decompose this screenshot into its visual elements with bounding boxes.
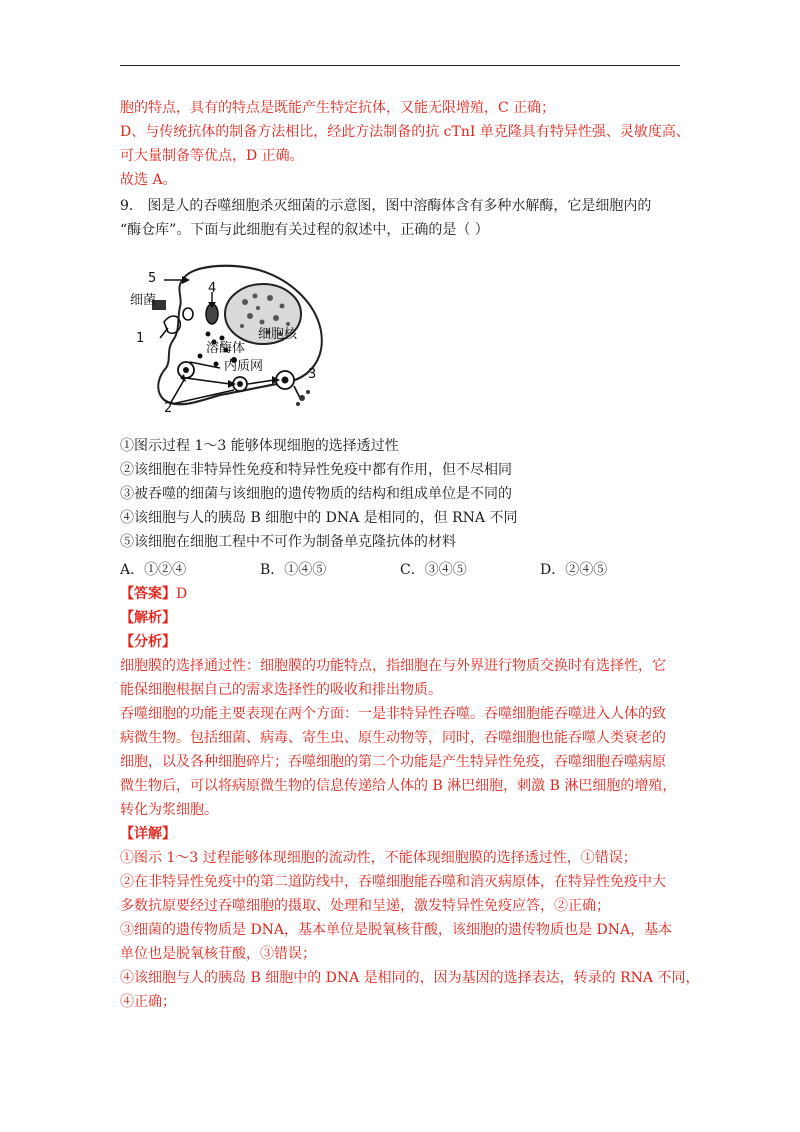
option-b: B．①④⑤: [260, 562, 327, 578]
option-a: A．①②④: [120, 562, 187, 578]
xiangjie-text: ④该细胞与人的胰岛 B 细胞中的 DNA 是相同的，因为基因的选择表达，转录的 RNA 不同，: [120, 970, 700, 986]
document-page: [120, 96, 700, 1014]
label-er: 内质网: [224, 359, 264, 374]
fenxi-text: 吞噬细胞的功能主要表现在两个方面：一是非特异性吞噬。吞噬细胞能吞噬进入人体的致: [120, 706, 666, 722]
label-process-5: 5: [148, 271, 157, 286]
label-lysosome: 溶酶体: [206, 341, 246, 356]
xiangjie-text: 单位也是脱氧核苷酸，③错误；: [120, 946, 316, 962]
question-stem: “酶仓库”。下面与此细胞有关过程的叙述中，正确的是（ ）: [120, 222, 489, 238]
xiangjie-text: 多数抗原要经过吞噬细胞的摄取、处理和呈递，激发特异性免疫应答，②正确；: [120, 898, 610, 914]
statement-1: ①图示过程 1～3 能够体现细胞的选择透过性: [120, 438, 399, 454]
xiangjie-heading: 【详解】: [120, 826, 176, 842]
fenxi-text: 细胞，以及各种细胞碎片；吞噬细胞的第二个功能是产生特异性免疫，吞噬细胞吞噬病原: [120, 754, 666, 770]
fenxi-text: 转化为浆细胞。: [120, 802, 218, 818]
prev-explanation-line: 胞的特点，具有的特点是既能产生特定抗体，又能无限增殖，C 正确；: [120, 100, 556, 116]
xiangjie-text: ①图示 1～3 过程能够体现细胞的流动性，不能体现细胞膜的选择透过性，①错误；: [120, 850, 637, 866]
fenxi-heading: 【分析】: [120, 634, 176, 650]
fenxi-text: 病微生物。包括细菌、病毒、寄生虫、原生动物等，同时，吞噬细胞也能吞噬人类衰老的: [120, 730, 666, 746]
statement-3: ③被吞噬的细菌与该细胞的遗传物质的结构和组成单位是不同的: [120, 486, 512, 502]
statement-4: ④该细胞与人的胰岛 B 细胞中的 DNA 是相同的，但 RNA 不同: [120, 510, 518, 526]
answer-label: 【答案】: [120, 586, 176, 602]
phagocyte-diagram-drawing: [130, 252, 330, 422]
question-stem: 9． 图是人的吞噬细胞杀灭细菌的示意图，图中溶酶体含有多种水解酶，它是细胞内的: [120, 198, 652, 214]
fenxi-text: 能保细胞根据自己的需求选择性的吸收和排出物质。: [120, 682, 442, 698]
option-c: C．③④⑤: [400, 562, 467, 578]
prev-answer-line: 故选 A。: [120, 172, 177, 188]
header-rule: [120, 65, 680, 66]
xiangjie-text: ②在非特异性免疫中的第二道防线中，吞噬细胞能吞噬和消灭病原体，在特异性免疫中大: [120, 874, 666, 890]
prev-explanation-line: 可大量制备等优点，D 正确。: [120, 148, 304, 164]
answer-value: D: [176, 586, 188, 602]
label-bacteria: 细菌: [130, 293, 157, 308]
statement-2: ②该细胞在非特异性免疫和特异性免疫中都有作用，但不尽相同: [120, 462, 512, 478]
label-process-1: 1: [136, 331, 145, 346]
label-nucleus: 细胞核: [258, 327, 298, 342]
label-process-2: 2: [164, 401, 173, 416]
answer-line: [120, 582, 685, 606]
xiangjie-text: ④正确；: [120, 994, 176, 1010]
label-process-3: 3: [308, 367, 317, 382]
fenxi-text: 细胞膜的选择通过性：细胞膜的功能特点，指细胞在与外界进行物质交换时有选择性，它: [120, 658, 666, 674]
analysis-heading: 【解析】: [120, 610, 176, 626]
xiangjie-text: ③细菌的遗传物质是 DNA，基本单位是脱氧核苷酸，该细胞的遗传物质也是 DNA，基本: [120, 922, 673, 938]
answer-options: [120, 558, 685, 582]
option-d: D．②④⑤: [540, 562, 608, 578]
label-process-4: 4: [208, 281, 217, 296]
prev-explanation-line: D、与传统抗体的制备方法相比，经此方法制备的抗 cTnI 单克隆具有特异性强、灵敏度高、: [120, 124, 690, 140]
fenxi-text: 微生物后，可以将病原微生物的信息传递给人体的 B 淋巴细胞，刺激 B 淋巴细胞的增殖，: [120, 778, 677, 794]
phagocyte-diagram: [130, 252, 330, 422]
statement-5: ⑤该细胞在细胞工程中不可作为制备单克隆抗体的材料: [120, 534, 456, 550]
